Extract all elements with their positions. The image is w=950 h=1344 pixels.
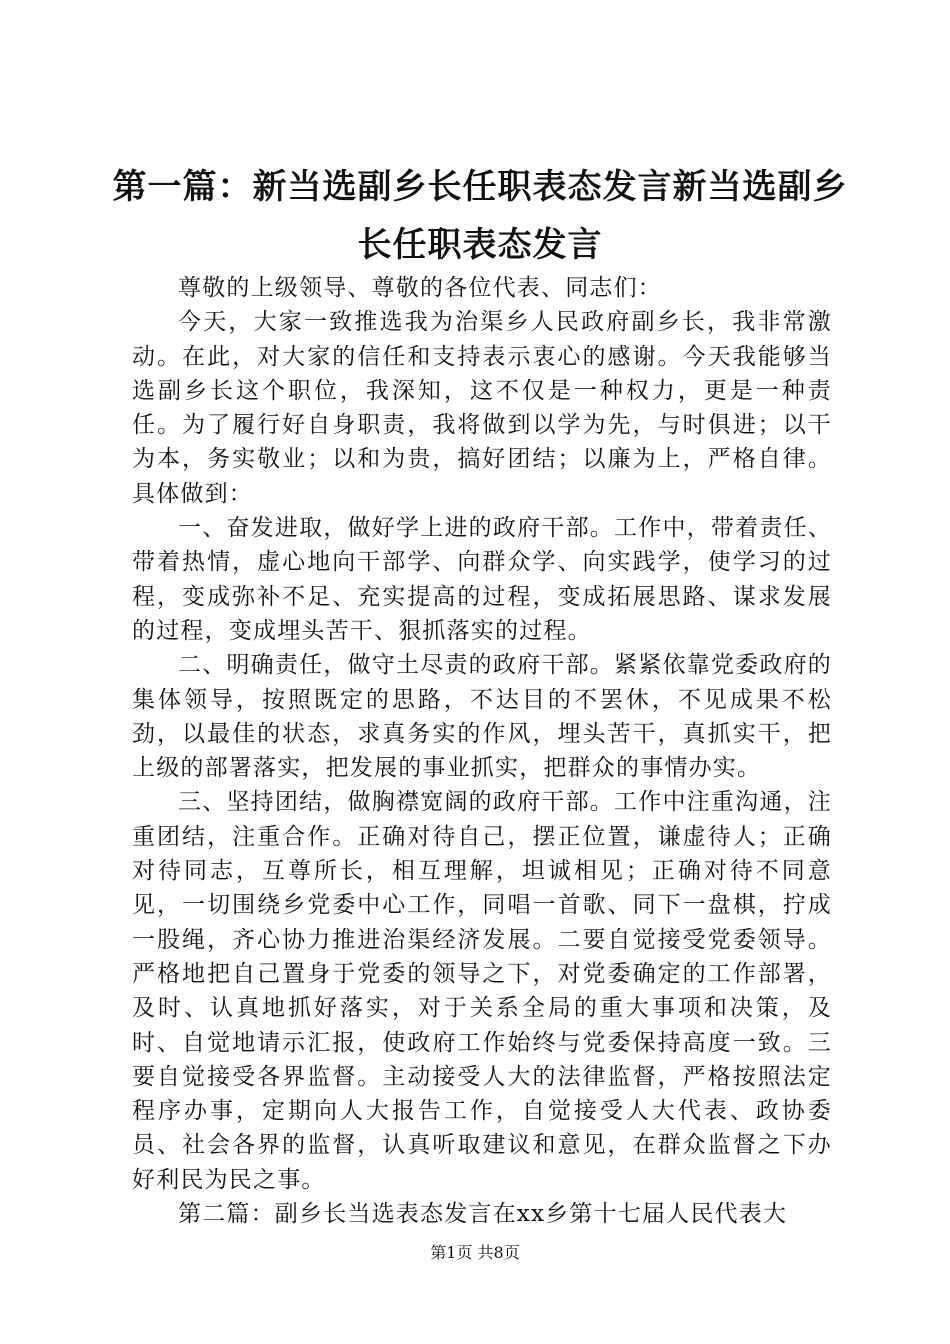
- body-paragraph: 一、奋发进取，做好学上进的政府干部。工作中，带着责任、带着热情，虚心地向干部学、向群众学、向实践学，使学习的过程，变成弥补不足、充实提高的过程，变成拓展思路、谋求发展的过程，变成埋头苦干、狠抓落实的过程。: [132, 515, 832, 644]
- document-title: 第一篇：新当选副乡长任职表态发言新当选副乡长任职表态发言: [112, 167, 848, 265]
- page-footer: 第1页 共8页: [430, 1243, 520, 1262]
- body-paragraph: 二、明确责任，做守土尽责的政府干部。紧紧依靠党委政府的集体领导，按照既定的思路，不达目的不罢休，不见成果不松劲，以最佳的状态，求真务实的作风，埋头苦干，真抓实干，把上级的部署落实，把发展的事业抓实，把群众的事情办实。: [132, 652, 832, 782]
- salutation-paragraph: 尊敬的上级领导、尊敬的各位代表、同志们：: [178, 275, 662, 301]
- body-paragraph: 今天，大家一致推选我为治渠乡人民政府副乡长，我非常激动。在此，对大家的信任和支持表示衷心的感谢。今天我能够当选副乡长这个职位，我深知，这不仅是一种权力，更是一种责任。为了履行好自身职责，我将做到以学为先，与时俱进；以干为本，务实敬业；以和为贵，搞好团结；以廉为上，严格自律。具体做到：: [132, 309, 832, 507]
- document-body: [132, 271, 832, 1231]
- body-paragraph: 三、坚持团结，做胸襟宽阔的政府干部。工作中注重沟通，注重团结，注重合作。正确对待自己，摆正位置，谦虚待人；正确对待同志，互尊所长，相互理解，坦诚相见；正确对待不同意见，一切围绕乡党委中心工作，同唱一首歌、同下一盘棋，拧成一股绳，齐心协力推进治渠经济发展。二要自觉接受党委领导。严格地把自己置身于党委的领导之下，对党委确定的工作部署，及时、认真地抓好落实，对于关系全局的重大事项和决策，及时、自觉地请示汇报，使政府工作始终与党委保持高度一致。三要自觉接受各界监督。主动接受人大的法律监督，严格按照法定程序办事，定期向人大报告工作，自觉接受人大代表、政协委员、社会各界的监督，认真听取建议和意见，在群众监督之下办好利民为民之事。: [132, 789, 832, 1193]
- body-paragraph: 第二篇：副乡长当选表态发言在xx乡第十七届人民代表大: [178, 1201, 788, 1228]
